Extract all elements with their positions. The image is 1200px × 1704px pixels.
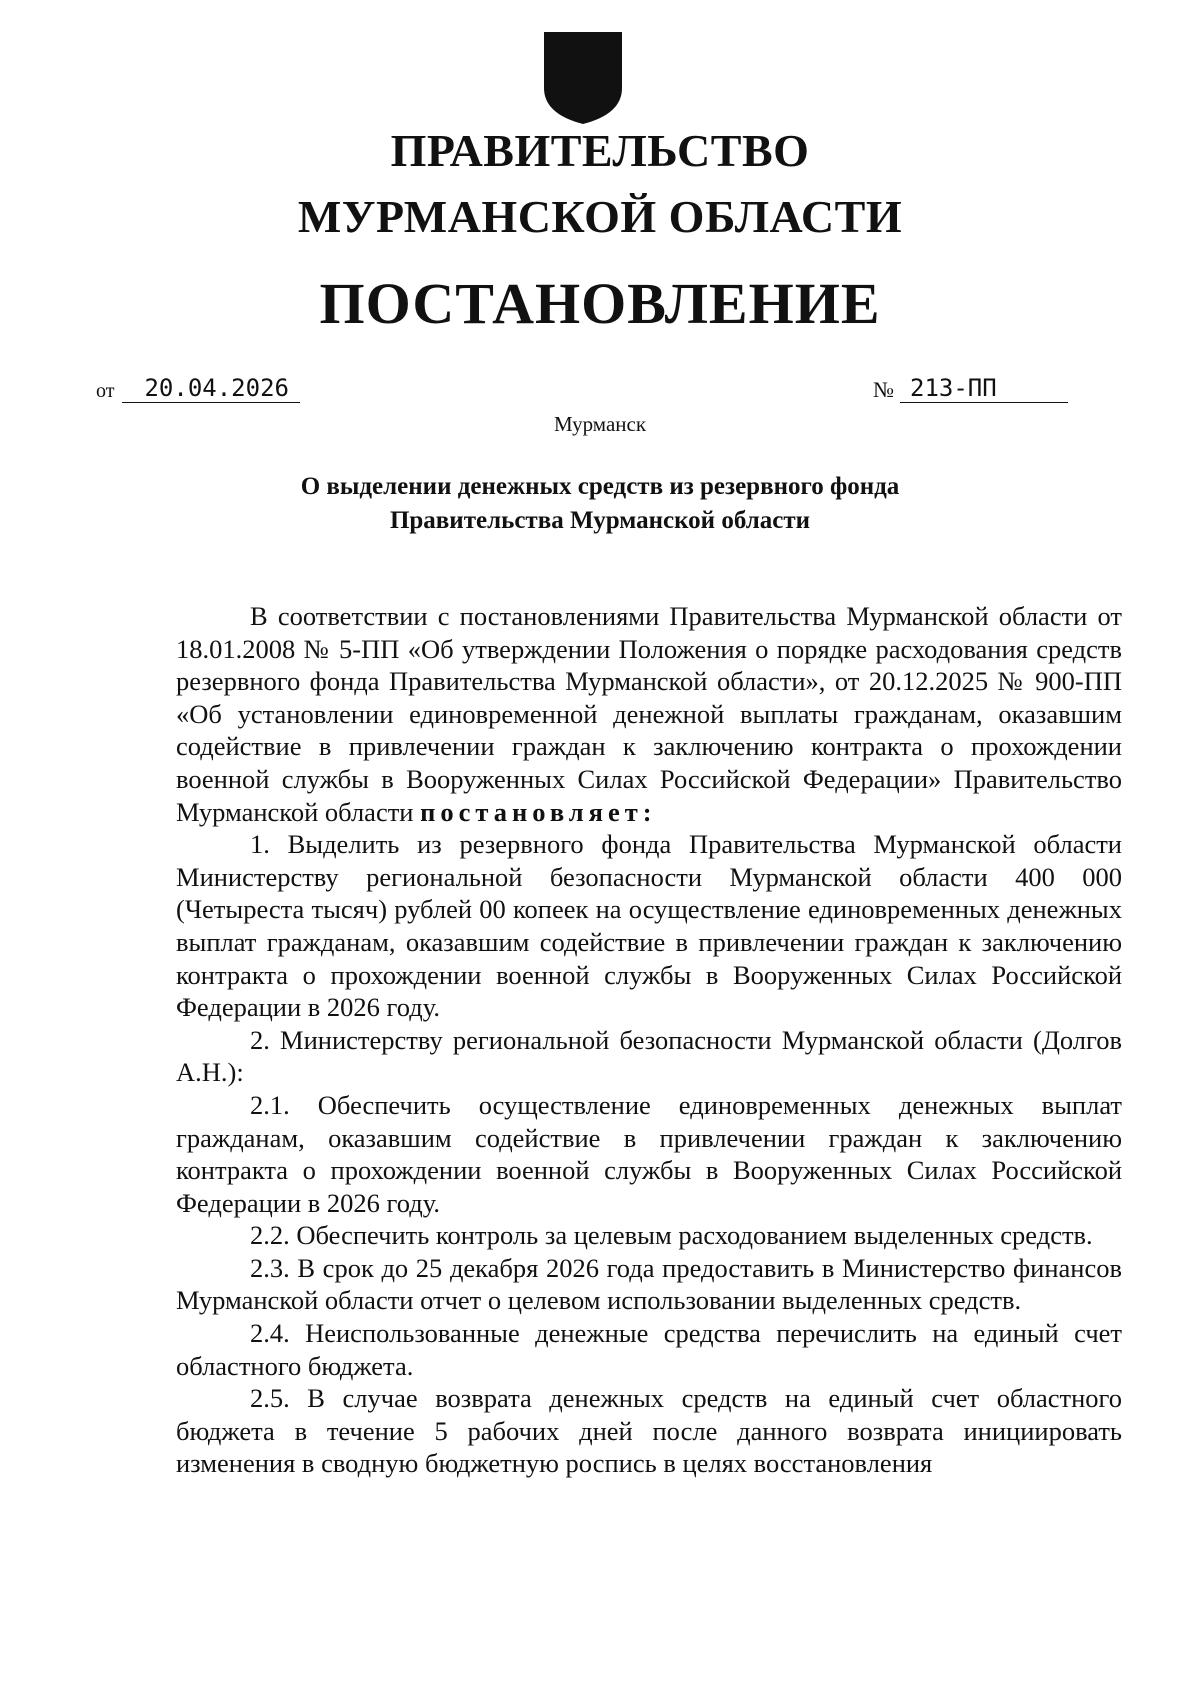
document-body bbox=[176, 600, 1122, 1480]
title-line1: О выделении денежных средств из резервного фонда bbox=[300, 473, 900, 500]
paragraph-1: 1. Выделить из резервного фонда Правительства Мурманской области Министерству региональной безопасности Мурманской области 400 000 (Четыреста тысяч) рублей 00 копеек на осуществление единовременных денежных выплат гражданам, оказавшим содействие в привлечении граждан к заключению контракта о прохождении военной службы в Вооруженных Силах Российской Федерации в 2026 году. bbox=[176, 829, 1122, 1023]
coat-of-arms-icon bbox=[542, 30, 624, 126]
preamble-text: В соответствии с постановлениями Правительства Мурманской области от 18.01.2008 № 5-ПП «Об утверждении Положения о порядке расходования средств резервного фонда Правительства Мурманской области», от 20.12.2025 № 900-ПП «Об установлении единовременной денежной выплаты гражданам, оказавшим содействие в привлечении граждан к заключению контракта о прохождении военной службы в Вооруженных Силах Российской Федерации» Правительство Мурманской области bbox=[176, 601, 1122, 827]
resolves-word: постановляет: bbox=[420, 796, 657, 827]
date-prefix: от bbox=[96, 380, 115, 402]
preamble-paragraph bbox=[176, 600, 1122, 828]
paragraph-2-5: 2.5. В случае возврата денежных средств на единый счет областного бюджета в течение 5 рабочих дней после данного возврата инициировать изменения в сводную бюджетную роспись в целях восстановления bbox=[176, 1383, 1122, 1479]
paragraph-2: 2. Министерству региональной безопасности Мурманской области (Долгов А.Н.): bbox=[176, 1024, 1122, 1088]
paragraph-2-2: 2.2. Обеспечить контроль за целевым расходованием выделенных средств. bbox=[250, 1220, 1093, 1251]
document-number: 213-ПП bbox=[900, 374, 1068, 403]
number-row bbox=[873, 374, 1068, 403]
document-type: ПОСТАНОВЛЕНИЕ bbox=[319, 271, 881, 336]
paragraph-2-4: 2.4. Неиспользованные денежные средства перечислить на единый счет областного бюджета. bbox=[176, 1318, 1122, 1381]
title-line2: Правительства Мурманской области bbox=[389, 507, 811, 534]
document-date: 20.04.2026 bbox=[122, 374, 300, 403]
org-name-line1: ПРАВИТЕЛЬСТВО bbox=[390, 125, 810, 176]
city: Мурманск bbox=[553, 412, 647, 436]
date-row bbox=[96, 374, 300, 403]
org-name-line2: МУРМАНСКОЙ ОБЛАСТИ bbox=[297, 191, 903, 242]
document-title bbox=[0, 470, 1200, 538]
paragraph-2-1: 2.1. Обеспечить осуществление единовременных денежных выплат гражданам, оказавшим содействие в привлечении граждан к заключению контракта о прохождении военной службы в Вооруженных Силах Российской Федерации в 2026 году. bbox=[176, 1089, 1122, 1218]
paragraph-2-3: 2.3. В срок до 25 декабря 2026 года предоставить в Министерство финансов Мурманской области отчет о целевом использовании выделенных средств. bbox=[176, 1252, 1122, 1316]
number-prefix: № bbox=[873, 377, 894, 402]
